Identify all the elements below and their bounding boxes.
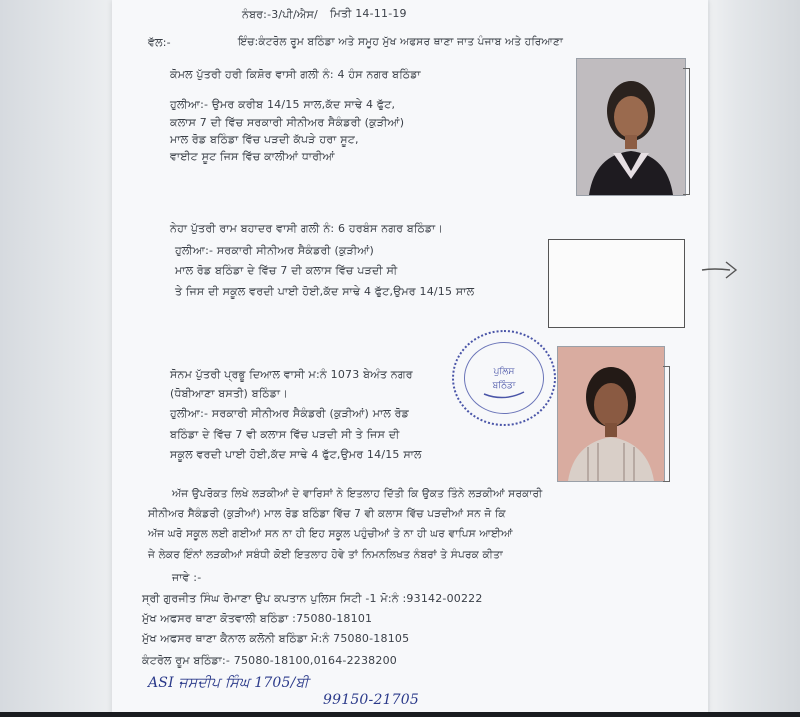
person3-name: ਸੋਨਮ ਪੁੱਤਰੀ ਪ੍ਰਭੂ ਦਿਆਲ ਵਾਸੀ ਮ:ਨੰ 1073 ਬੇਅੰਤ ਨਗਰ (170, 368, 413, 381)
person1-line-3: ਮਾਲ ਰੋਡ ਬਠਿੰਡਾ ਵਿੱਚ ਪੜਦੀ ਕੱਪੜੇ ਹਰਾ ਸੂਟ, (170, 133, 359, 146)
reference-number: ਨੰਬਰ:-3/ਪੀ/ਐਸ/ (242, 8, 318, 21)
person3-photo (557, 346, 665, 482)
notice-date: ਮਿਤੀ 14-11-19 (330, 7, 407, 20)
paragraph-line-4: ਜੇ ਲੇਕਰ ਇੰਨਾਂ ਲੜਕੀਆਂ ਸਬੰਧੀ ਕੋਈ ਇਤਲਾਹ ਹੋਵੇ ਤਾਂ ਨਿਮਨਲਿਖਤ ਨੰਬਰਾਂ ਤੇ ਸੰਪਰਕ ਕੀਤਾ (148, 549, 504, 561)
svg-text:ਬਠਿੰਡਾ: ਬਠਿੰਡਾ (492, 381, 516, 391)
contact-dsp: ਸ੍ਰੀ ਗੁਰਜੀਤ ਸਿੰਘ ਰੋਮਾਣਾ ਉਪ ਕਪਤਾਨ ਪੁਲਿਸ ਸਿਟੀ -1 ਮੋ:ਨੰ :93142-00222 (142, 592, 483, 605)
paragraph-line-5: ਜਾਵੇ :- (172, 571, 202, 584)
person2-name: ਨੇਹਾ ਪੁੱਤਰੀ ਰਾਮ ਬਹਾਦਰ ਵਾਸੀ ਗਲੀ ਨੰ: 6 ਹਰਬੰਸ ਨਗਰ ਬਠਿੰਡਾ। (170, 222, 443, 235)
person3-name-2: (ਧੋਬੀਆਣਾ ਬਸਤੀ) ਬਠਿੰਡਾ। (170, 387, 288, 400)
svg-text:ਪੁਲਿਸ: ਪੁਲਿਸ (493, 367, 515, 377)
photo1-bracket (683, 68, 690, 195)
girl-portrait-icon (558, 347, 664, 481)
police-stamp (452, 330, 556, 426)
background-left (0, 0, 120, 717)
person2-photo-placeholder (548, 239, 685, 328)
person1-photo (576, 58, 686, 196)
person3-line-1: ਹੁਲੀਆ:- ਸਰਕਾਰੀ ਸੀਨੀਅਰ ਸੈਕੰਡਰੀ (ਕੁੜੀਆਂ) ਮਾਲ ਰੋਡ (170, 407, 410, 420)
person1-name: ਕੋਮਲ ਪੁੱਤਰੀ ਹਰੀ ਕਿਸ਼ੋਰ ਵਾਸੀ ਗਲੀ ਨੰ: 4 ਹੰਸ ਨਗਰ ਬਠਿੰਡਾ (170, 68, 421, 81)
photo3-bracket (663, 366, 670, 482)
contact-kotwali: ਮੁੱਖ ਅਫਸਰ ਥਾਣਾ ਕੋਤਵਾਲੀ ਬਠਿੰਡਾ :75080-18101 (142, 612, 373, 625)
paragraph-line-2: ਸੀਨੀਅਰ ਸੈਕੰਡਰੀ (ਕੁੜੀਆਂ) ਮਾਲ ਰੋਡ ਬਠਿੰਡਾ ਵਿੱਚ 7 ਵੀ ਕਲਾਸ ਵਿੱਚ ਪੜਦੀਆਂ ਸਨ ਜੋ ਕਿ (148, 508, 506, 520)
person2-line-3: ਤੇ ਜਿਸ ਦੀ ਸਕੂਲ ਵਰਦੀ ਪਾਈ ਹੋਈ,ਕੱਦ ਸਾਢੇ 4 ਫੁੱਟ,ਉਮਰ 14/15 ਸਾਲ (175, 285, 475, 298)
subject-text: ਇੰਚ:ਕੰਟਰੋਲ ਰੂਮ ਬਠਿੰਡਾ ਅਤੇ ਸਮੂਹ ਮੁੱਖ ਅਫਸਰ ਥਾਣਾ ਜਾਤ ਪੰਜਾਬ ਅਤੇ ਹਰਿਆਣਾ (238, 36, 564, 48)
person3-line-2: ਬਠਿੰਡਾ ਦੇ ਵਿੱਚ 7 ਵੀ ਕਲਾਸ ਵਿੱਚ ਪੜਦੀ ਸੀ ਤੇ ਜਿਸ ਦੀ (170, 428, 400, 441)
arrow-right-icon (700, 258, 740, 286)
paragraph-line-3: ਅੱਜ ਘਰੋ ਸਕੂਲ ਲਈ ਗਈਆਂ ਸਨ ਨਾ ਹੀ ਇਹ ਸਕੂਲ ਪਹੁੰਚੀਆਂ ਤੇ ਨਾ ਹੀ ਘਰ ਵਾਪਿਸ ਆਈਆਂ (148, 528, 513, 540)
subject-label: ਵੱਲ:- (148, 36, 171, 49)
person2-line-1: ਹੁਲੀਆ:- ਸਰਕਾਰੀ ਸੀਨੀਅਰ ਸੈਕੰਡਰੀ (ਕੁੜੀਆਂ) (175, 244, 375, 257)
person2-line-2: ਮਾਲ ਰੋਡ ਬਠਿੰਡਾ ਦੇ ਵਿੱਚ 7 ਦੀ ਕਲਾਸ ਵਿੱਚ ਪੜਦੀ ਸੀ (175, 264, 398, 277)
contact-canal-colony: ਮੁੱਖ ਅਫਸਰ ਥਾਣਾ ਕੈਨਾਲ ਕਲੋਨੀ ਬਠਿੰਡਾ ਮੋ:ਨੰ 75080-18105 (142, 632, 410, 645)
handwritten-phone: 99150-21705 (323, 692, 420, 708)
handwritten-signature: ASI ਜਸਦੀਪ ਸਿੰਘ 1705/ਬੀ (148, 675, 309, 691)
bottom-edge (0, 712, 800, 717)
person1-line-1: ਹੁਲੀਆ:- ਉਮਰ ਕਰੀਬ 14/15 ਸਾਲ,ਕੱਦ ਸਾਢੇ 4 ਫੁੱਟ, (170, 98, 396, 111)
person3-line-3: ਸਕੂਲ ਵਰਦੀ ਪਾਈ ਹੋਈ,ਕੱਦ ਸਾਢੇ 4 ਫੁੱਟ,ਉਮਰ 14/15 ਸਾਲ (170, 448, 422, 461)
girl-portrait-icon (577, 59, 685, 195)
paragraph-line-1: ਅੱਜ ਉਪਰੋਕਤ ਲਿਖੇ ਲੜਕੀਆਂ ਦੇ ਵਾਰਿਸਾਂ ਨੇ ਇਤਲਾਹ ਦਿੱਤੀ ਕਿ ਉਕਤ ਤਿੰਨੇ ਲੜਕੀਆਂ ਸਰਕਾਰੀ (172, 488, 543, 500)
person1-line-4: ਵਾਈਟ ਸੂਟ ਜਿਸ ਵਿੱਚ ਕਾਲੀਆਂ ਧਾਰੀਆਂ (170, 150, 335, 163)
person1-line-2: ਕਲਾਸ 7 ਦੀ ਵਿੱਚ ਸਰਕਾਰੀ ਸੀਨੀਅਰ ਸੈਕੰਡਰੀ (ਕੁੜੀਆਂ) (170, 116, 405, 129)
contact-control-room: ਕੰਟਰੋਲ ਰੂਮ ਬਠਿੰਡਾ:- 75080-18100,0164-2238200 (142, 654, 397, 667)
background-right (710, 0, 800, 717)
